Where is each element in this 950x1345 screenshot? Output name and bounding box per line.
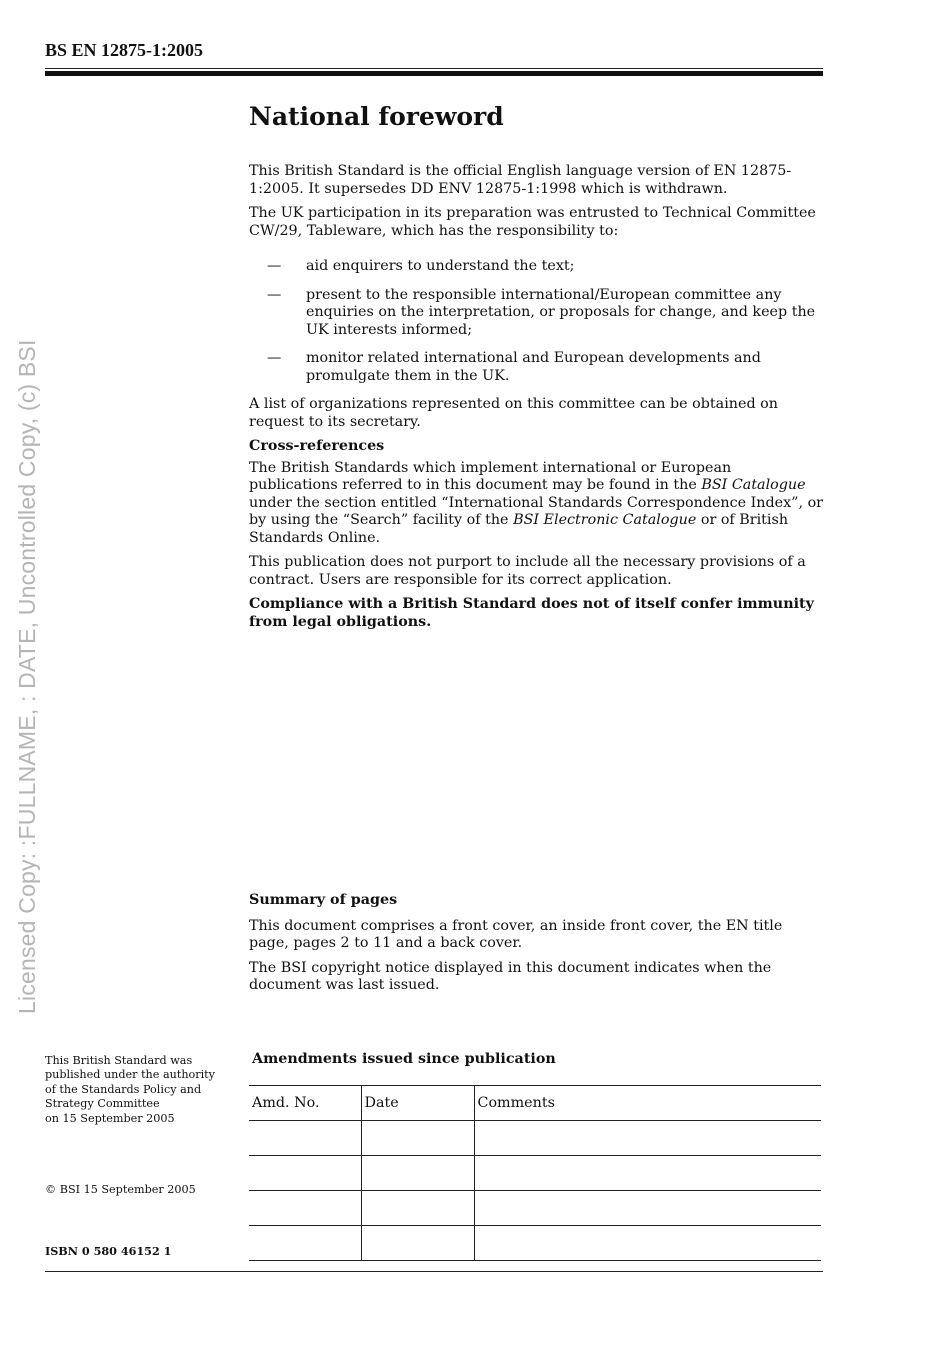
authority-line: on 15 September 2005 xyxy=(45,1111,175,1125)
table-cell xyxy=(361,1121,474,1156)
table-cell xyxy=(474,1226,821,1261)
crossref-text-1: The British Standards which implement international or European publications referred to in this document may be found in the xyxy=(249,459,732,493)
table-cell xyxy=(249,1191,361,1226)
header-rule-thin xyxy=(45,68,823,69)
bsi-catalogue-title: BSI Catalogue xyxy=(701,477,806,493)
crossref-text-3: or of British Standards Online. xyxy=(249,512,789,546)
authority-line: This British Standard was xyxy=(45,1054,193,1067)
authority-line: Strategy Committee xyxy=(45,1097,160,1111)
summary-heading: Summary of pages xyxy=(249,892,398,908)
table-cell xyxy=(474,1191,821,1226)
authority-line: of the Standards Policy and xyxy=(45,1082,202,1096)
national-foreword-section xyxy=(249,100,824,638)
copyright-notice-paragraph: The BSI copyright notice displayed in this document indicates when the document was last issued. xyxy=(249,959,772,993)
table-row xyxy=(249,1226,821,1261)
isbn-line: ISBN 0 580 46152 1 xyxy=(45,1244,172,1258)
footer-rule xyxy=(45,1271,823,1272)
document-id-header: BS EN 12875-1:2005 xyxy=(45,40,204,60)
list-item-text: present to the responsible international/European committee any enquiries on the interpretation, or proposals for change, and keep the UK interests informed; xyxy=(306,286,816,338)
compliance-statement: Compliance with a British Standard does not of itself confer immunity from legal obligations. xyxy=(249,596,814,630)
list-item xyxy=(249,258,824,276)
summary-paragraph: This document comprises a front cover, an inside front cover, the EN title page, pages 2 to 11 and a back cover. xyxy=(249,917,783,951)
publication-authority-note xyxy=(45,1054,235,1126)
table-header-row xyxy=(249,1086,821,1121)
table-cell xyxy=(361,1191,474,1226)
intro-paragraph: This British Standard is the official English language version of EN 12875-1:2005. It supersedes DD ENV 12875-1:1998 which is withdrawn. xyxy=(249,163,792,197)
column-header-date: Date xyxy=(361,1086,474,1121)
dash-marker: — xyxy=(267,350,282,366)
committee-paragraph: The UK participation in its preparation was entrusted to Technical Committee CW/29, Tableware, which has the responsibility to: xyxy=(249,205,816,239)
list-item-text: monitor related international and European developments and promulgate them in the UK. xyxy=(306,350,761,384)
table-row xyxy=(249,1121,821,1156)
table-cell xyxy=(361,1156,474,1191)
list-item xyxy=(249,350,824,385)
responsibility-list xyxy=(249,258,824,385)
provisions-paragraph: This publication does not purport to include all the necessary provisions of a contract. Users are responsible for its correct application. xyxy=(249,554,806,588)
table-row xyxy=(249,1156,821,1191)
bsi-electronic-catalogue-title: BSI Electronic Catalogue xyxy=(513,512,697,528)
table-cell xyxy=(249,1121,361,1156)
amendments-title: Amendments issued since publication xyxy=(252,1051,556,1067)
page-title: National foreword xyxy=(249,102,504,131)
license-watermark: Licensed Copy: :FULLNAME, : DATE, Uncontrolled Copy, (c) BSI xyxy=(14,339,40,1014)
table-row xyxy=(249,1191,821,1226)
column-header-amd-no: Amd. No. xyxy=(249,1086,361,1121)
summary-of-pages-section xyxy=(249,892,824,1002)
authority-line: published under the authority xyxy=(45,1068,215,1082)
cross-references-paragraph xyxy=(249,460,824,548)
list-item-text: aid enquirers to understand the text; xyxy=(306,258,575,274)
table-cell xyxy=(249,1226,361,1261)
table-cell xyxy=(474,1156,821,1191)
table-cell xyxy=(474,1121,821,1156)
header-rule-thick xyxy=(45,71,823,76)
organizations-paragraph: A list of organizations represented on this committee can be obtained on request to its secretary. xyxy=(249,396,778,430)
column-header-comments: Comments xyxy=(474,1086,821,1121)
dash-marker: — xyxy=(267,286,282,303)
cross-references-heading: Cross-references xyxy=(249,438,385,454)
list-item xyxy=(249,287,824,340)
table-cell xyxy=(249,1156,361,1191)
table-cell xyxy=(361,1226,474,1261)
amendments-table xyxy=(249,1085,821,1261)
crossref-text-2: under the section entitled “International Standards Correspondence Index”, or by using the “Search” facility of the xyxy=(249,494,824,528)
copyright-line: © BSI 15 September 2005 xyxy=(45,1183,196,1196)
dash-marker: — xyxy=(267,258,282,274)
